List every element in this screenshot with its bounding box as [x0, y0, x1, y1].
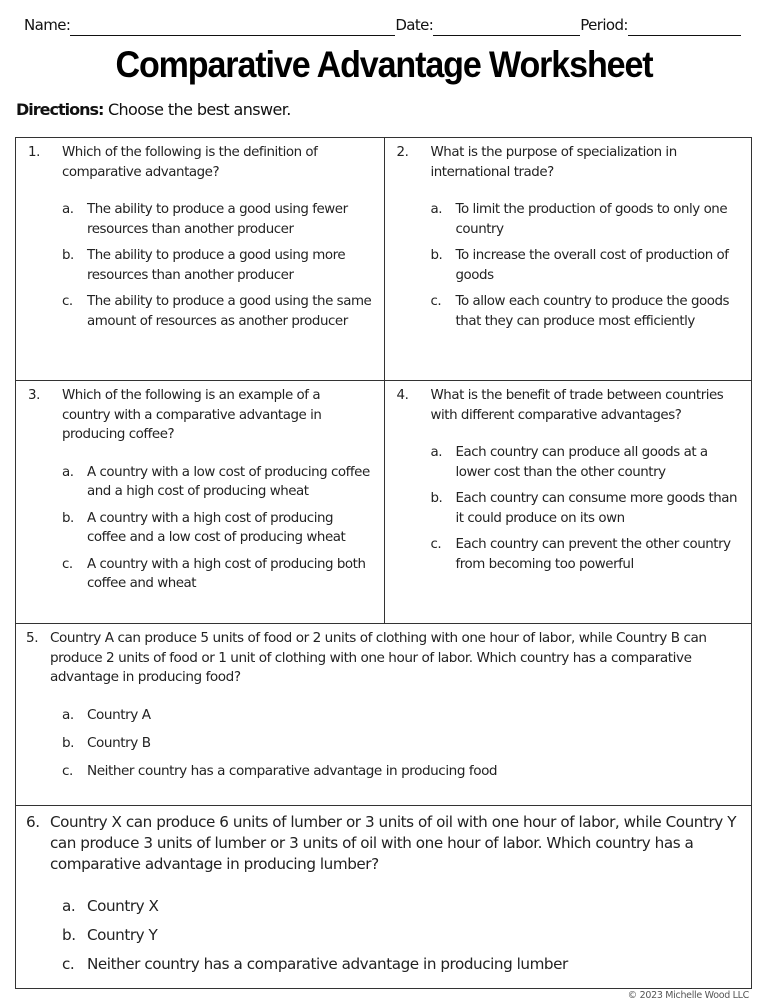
answer-option-b[interactable] [62, 925, 751, 946]
option-letter: a. [62, 897, 76, 915]
option-letter: a. [430, 202, 443, 217]
option-letter: c. [62, 955, 75, 973]
answer-options [62, 463, 376, 594]
answer-options [62, 200, 376, 331]
option-text: Country A [87, 706, 151, 723]
question-text: What is the purpose of specialization in international trade? [430, 145, 677, 180]
question-5 [16, 624, 751, 806]
answer-option-a[interactable] [431, 200, 744, 239]
option-letter: a. [62, 202, 74, 217]
option-text: A country with a low cost of producing coffee and a high cost of producing wheat [87, 464, 370, 499]
question-number: 2. [396, 145, 409, 160]
option-letter: c. [430, 537, 442, 552]
answer-options [62, 706, 751, 782]
answer-option-a[interactable] [62, 463, 376, 502]
question-grid [15, 137, 752, 989]
option-text: Each country can consume more goods than it could produce on its own [455, 491, 738, 526]
option-text: Neither country has a comparative advantage in producing lumber [87, 955, 568, 973]
question-2 [384, 138, 752, 380]
question-number: 3. [28, 388, 40, 403]
worksheet-title: Comparative Advantage Worksheet [115, 44, 653, 85]
question-number: 4. [396, 388, 409, 403]
period-field[interactable] [628, 13, 741, 36]
option-text: Neither country has a comparative advantage in producing food [87, 762, 498, 779]
option-text: The ability to produce a good using fewer resources than another producer [87, 202, 348, 237]
answer-options [431, 443, 744, 574]
period-label: Period: [580, 16, 628, 34]
option-letter: b. [430, 248, 443, 263]
question-number: 5. [26, 630, 39, 646]
answer-option-c[interactable] [431, 535, 744, 574]
answer-option-b[interactable] [62, 246, 376, 285]
answer-option-c[interactable] [62, 762, 751, 782]
answer-option-a[interactable] [431, 443, 744, 482]
option-letter: b. [62, 510, 74, 526]
date-field[interactable] [433, 13, 580, 36]
option-letter: b. [62, 926, 76, 944]
answer-options [62, 896, 751, 975]
date-label: Date: [395, 16, 434, 34]
answer-option-b[interactable] [431, 246, 744, 285]
option-text: A country with a high cost of producing both coffee and wheat [87, 556, 366, 591]
copyright-footer: © 2023 Michelle Wood LLC [627, 990, 749, 1001]
question-row-1 [16, 138, 751, 381]
option-letter: a. [62, 706, 74, 723]
option-text: Each country can produce all goods at a lower cost than the other country [455, 445, 708, 480]
option-text: The ability to produce a good using more resources than another producer [87, 248, 346, 283]
option-text: Country Y [87, 926, 158, 944]
student-info-line [24, 12, 741, 36]
question-number: 1. [28, 145, 40, 160]
answer-option-a[interactable] [62, 200, 376, 239]
answer-option-b[interactable] [62, 509, 376, 548]
option-text: To increase the overall cost of production of goods [455, 248, 729, 283]
option-letter: c. [62, 556, 73, 572]
option-letter: b. [62, 734, 75, 751]
question-row-2 [16, 381, 751, 624]
option-text: To allow each country to produce the goods that they can produce most efficiently [455, 294, 730, 329]
option-letter: a. [62, 464, 74, 480]
option-letter: b. [62, 248, 74, 263]
answer-options [431, 200, 744, 331]
answer-option-c[interactable] [62, 954, 751, 975]
option-text: Each country can prevent the other country from becoming too powerful [455, 537, 731, 572]
option-letter: b. [430, 491, 443, 506]
question-3 [16, 381, 384, 623]
directions-text: Choose the best answer. [107, 100, 291, 119]
answer-option-a[interactable] [62, 706, 751, 726]
option-text: Country X [87, 897, 159, 915]
option-text: A country with a high cost of producing coffee and a low cost of producing wheat [87, 510, 346, 545]
answer-option-c[interactable] [62, 555, 376, 594]
name-field[interactable] [70, 13, 395, 36]
answer-option-a[interactable] [62, 896, 751, 917]
directions [16, 100, 291, 119]
question-text: Country X can produce 6 units of lumber or 3 units of oil with one hour of labor, while Country Y can produce 3 units of lumber or 3 units of oil with one hour of labor. Which country has a comparative advantage in producing lumber? [50, 813, 737, 873]
question-6 [16, 806, 751, 988]
question-1 [16, 138, 384, 380]
option-letter: c. [430, 294, 442, 309]
answer-option-b[interactable] [431, 489, 744, 528]
option-text: Country B [87, 734, 151, 751]
answer-option-c[interactable] [431, 292, 744, 331]
question-number: 6. [26, 813, 40, 831]
option-text: To limit the production of goods to only one country [455, 202, 728, 237]
option-letter: c. [62, 762, 73, 779]
question-text: Which of the following is an example of a country with a comparative advantage in producing coffee? [62, 388, 322, 442]
question-text: What is the benefit of trade between countries with different comparative advantages? [430, 388, 724, 423]
name-label: Name: [24, 16, 71, 34]
question-text: Country A can produce 5 units of food or 2 units of clothing with one hour of labor, while Country B can produce 2 units of food or 1 unit of clothing with one hour of labor. Which country has a comparative advantage in producing food? [50, 630, 707, 685]
option-letter: c. [62, 294, 73, 309]
question-text: Which of the following is the definition of comparative advantage? [62, 145, 318, 180]
option-letter: a. [430, 445, 443, 460]
question-4 [384, 381, 752, 623]
directions-label: Directions: [16, 100, 104, 119]
answer-option-b[interactable] [62, 734, 751, 754]
answer-option-c[interactable] [62, 292, 376, 331]
option-text: The ability to produce a good using the same amount of resources as another producer [87, 294, 372, 329]
